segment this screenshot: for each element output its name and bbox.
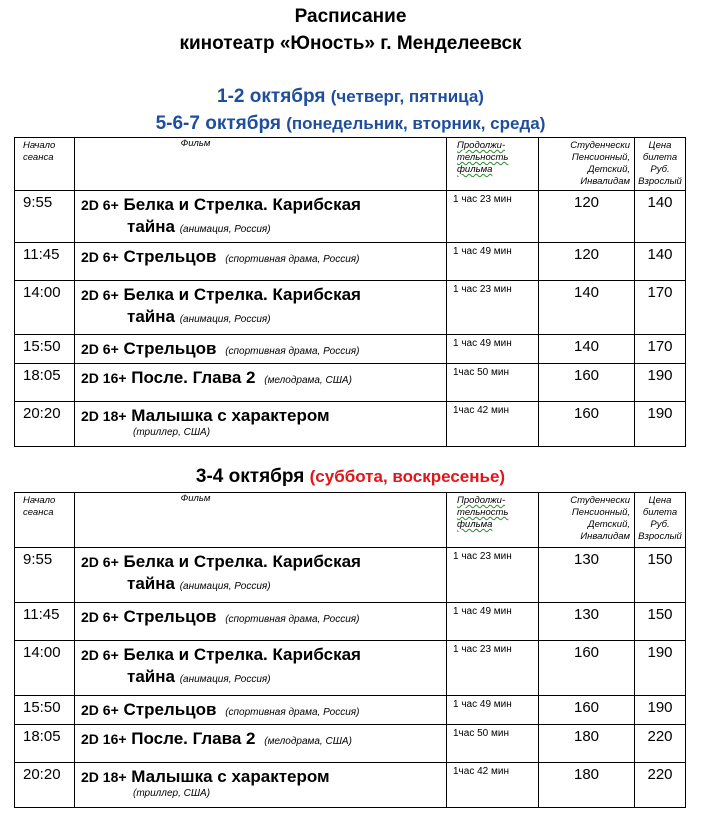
dates: 5-6-7 октября xyxy=(155,113,281,134)
film-duration: 1час 50 мин xyxy=(447,364,539,402)
film-duration: 1 час 49 мин xyxy=(447,335,539,364)
film-genre: (анимация, Россия) xyxy=(179,224,271,235)
film-duration: 1 час 23 мин xyxy=(447,641,539,696)
table-row xyxy=(15,191,686,243)
schedule-title: Расписание xyxy=(294,6,407,27)
cinema-name: кинотеатр «Юность» г. Менделеевск xyxy=(179,33,522,54)
film-title: После. Глава 2 xyxy=(131,729,256,748)
adult-price: 150 xyxy=(635,548,686,603)
film-title-cont: тайна xyxy=(127,307,175,326)
discount-price: 140 xyxy=(539,335,635,364)
film-title: Стрельцов xyxy=(123,700,217,719)
header-line: Пенсионный, xyxy=(571,152,630,163)
header-line: тельность xyxy=(457,152,509,163)
film-title: После. Глава 2 xyxy=(131,368,256,387)
discount-price: 160 xyxy=(539,696,635,725)
session-time: 11:45 xyxy=(15,243,75,281)
section1-dates-line1 xyxy=(0,86,701,108)
film-genre: (мелодрама, США) xyxy=(264,736,352,747)
schedule-table-weekdays xyxy=(14,137,686,447)
film-duration: 1час 42 мин xyxy=(447,763,539,808)
adult-price: 140 xyxy=(635,243,686,281)
film-cell xyxy=(75,243,447,281)
dates: 3-4 октября xyxy=(195,466,305,487)
film-cell xyxy=(75,696,447,725)
header-line: Продолжи- xyxy=(457,495,506,506)
discount-price: 160 xyxy=(539,641,635,696)
header-duration xyxy=(447,493,539,548)
film-cell xyxy=(75,191,447,243)
film-genre: (триллер, США) xyxy=(133,427,211,438)
film-duration: 1 час 49 мин xyxy=(447,603,539,641)
adult-price: 190 xyxy=(635,696,686,725)
discount-price: 130 xyxy=(539,548,635,603)
session-time: 15:50 xyxy=(15,335,75,364)
section2-dates xyxy=(0,466,701,488)
film-cell xyxy=(75,548,447,603)
header-line: Студенчески xyxy=(570,140,630,151)
adult-price: 220 xyxy=(635,763,686,808)
adult-price: 140 xyxy=(635,191,686,243)
adult-price: 190 xyxy=(635,364,686,402)
film-genre: (анимация, Россия) xyxy=(179,674,271,685)
film-format: 2D 6+ xyxy=(81,609,119,625)
header-line: Фильм xyxy=(180,138,211,149)
discount-price: 180 xyxy=(539,763,635,808)
table-row xyxy=(15,603,686,641)
table-row xyxy=(15,641,686,696)
discount-price: 130 xyxy=(539,603,635,641)
header-line: Детский, xyxy=(587,519,630,530)
session-time: 14:00 xyxy=(15,641,75,696)
session-time: 18:05 xyxy=(15,725,75,763)
film-cell xyxy=(75,402,447,447)
film-genre: (спортивная драма, Россия) xyxy=(225,254,360,265)
film-title-cont: тайна xyxy=(127,667,175,686)
header-line: Детский, xyxy=(587,164,630,175)
film-title: Малышка с характером xyxy=(131,767,330,786)
film-duration: 1час 42 мин xyxy=(447,402,539,447)
film-cell xyxy=(75,641,447,696)
adult-price: 190 xyxy=(635,641,686,696)
session-time: 18:05 xyxy=(15,364,75,402)
table-row xyxy=(15,548,686,603)
film-title: Стрельцов xyxy=(123,247,217,266)
weekdays: (суббота, воскресенье) xyxy=(309,467,506,486)
film-title-cont: тайна xyxy=(127,217,175,236)
header-adult-price xyxy=(635,138,686,191)
header-adult-price xyxy=(635,493,686,548)
film-cell xyxy=(75,281,447,335)
header-row xyxy=(15,493,686,548)
film-duration: 1 час 23 мин xyxy=(447,548,539,603)
film-title: Стрельцов xyxy=(123,339,217,358)
film-title: Белка и Стрелка. Карибская xyxy=(123,285,361,304)
header-line: тельность xyxy=(457,507,509,518)
film-format: 2D 16+ xyxy=(81,370,127,386)
header-line: сеанса xyxy=(23,152,54,163)
film-genre: (спортивная драма, Россия) xyxy=(225,614,360,625)
film-format: 2D 6+ xyxy=(81,341,119,357)
header-line: Взрослый xyxy=(638,531,682,542)
adult-price: 170 xyxy=(635,281,686,335)
film-genre: (анимация, Россия) xyxy=(179,314,271,325)
header-line: фильма xyxy=(457,164,493,175)
session-time: 20:20 xyxy=(15,763,75,808)
film-cell xyxy=(75,364,447,402)
discount-price: 120 xyxy=(539,243,635,281)
header-line: билета xyxy=(642,507,678,518)
dates: 1-2 октября xyxy=(217,86,326,107)
adult-price: 150 xyxy=(635,603,686,641)
header-line: билета xyxy=(642,152,678,163)
film-format: 2D 18+ xyxy=(81,769,127,785)
adult-price: 170 xyxy=(635,335,686,364)
weekdays: (четверг, пятница) xyxy=(330,87,484,106)
header-row xyxy=(15,138,686,191)
film-genre: (триллер, США) xyxy=(133,788,211,799)
film-duration: 1 час 49 мин xyxy=(447,696,539,725)
adult-price: 190 xyxy=(635,402,686,447)
discount-price: 120 xyxy=(539,191,635,243)
session-time: 11:45 xyxy=(15,603,75,641)
discount-price: 160 xyxy=(539,402,635,447)
film-format: 2D 18+ xyxy=(81,408,127,424)
discount-price: 180 xyxy=(539,725,635,763)
weekdays: (понедельник, вторник, среда) xyxy=(286,114,546,133)
header-line: Руб. xyxy=(650,519,670,530)
header-line: Инвалидам xyxy=(580,531,630,542)
header-film xyxy=(75,138,447,191)
table-row xyxy=(15,725,686,763)
film-title: Малышка с характером xyxy=(131,406,330,425)
film-format: 2D 16+ xyxy=(81,731,127,747)
header-line: Продолжи- xyxy=(457,140,506,151)
header-line: Пенсионный, xyxy=(571,507,630,518)
film-title: Белка и Стрелка. Карибская xyxy=(123,195,361,214)
film-format: 2D 6+ xyxy=(81,647,119,663)
film-format: 2D 6+ xyxy=(81,702,119,718)
film-cell xyxy=(75,335,447,364)
header-line: Цена xyxy=(648,140,672,151)
header-line: Инвалидам xyxy=(580,176,630,187)
header-discount-price xyxy=(539,493,635,548)
film-cell xyxy=(75,725,447,763)
header-start xyxy=(15,493,75,548)
film-duration: 1час 50 мин xyxy=(447,725,539,763)
header-discount-price xyxy=(539,138,635,191)
header-line: Начало xyxy=(23,140,56,151)
header-line: Руб. xyxy=(650,164,670,175)
film-title: Белка и Стрелка. Карибская xyxy=(123,552,361,571)
film-format: 2D 6+ xyxy=(81,287,119,303)
table-row xyxy=(15,402,686,447)
discount-price: 140 xyxy=(539,281,635,335)
film-title: Стрельцов xyxy=(123,607,217,626)
session-time: 9:55 xyxy=(15,548,75,603)
header-line: Фильм xyxy=(180,493,211,504)
header-film xyxy=(75,493,447,548)
header-line: Взрослый xyxy=(638,176,682,187)
film-genre: (спортивная драма, Россия) xyxy=(225,346,360,357)
table-row xyxy=(15,364,686,402)
session-time: 15:50 xyxy=(15,696,75,725)
header-line: Начало xyxy=(23,495,56,506)
session-time: 20:20 xyxy=(15,402,75,447)
header-line: Студенчески xyxy=(570,495,630,506)
header-duration xyxy=(447,138,539,191)
film-genre: (анимация, Россия) xyxy=(179,581,271,592)
header-line: Цена xyxy=(648,495,672,506)
film-title: Белка и Стрелка. Карибская xyxy=(123,645,361,664)
film-duration: 1 час 23 мин xyxy=(447,281,539,335)
film-title-cont: тайна xyxy=(127,574,175,593)
table-row xyxy=(15,335,686,364)
table-row xyxy=(15,243,686,281)
film-duration: 1 час 49 мин xyxy=(447,243,539,281)
film-duration: 1 час 23 мин xyxy=(447,191,539,243)
film-cell xyxy=(75,603,447,641)
film-genre: (мелодрама, США) xyxy=(264,375,352,386)
table-row xyxy=(15,281,686,335)
section1-dates-line2 xyxy=(0,113,701,135)
schedule-table-weekend xyxy=(14,492,686,808)
session-time: 14:00 xyxy=(15,281,75,335)
film-format: 2D 6+ xyxy=(81,197,119,213)
discount-price: 160 xyxy=(539,364,635,402)
film-format: 2D 6+ xyxy=(81,554,119,570)
table-row xyxy=(15,763,686,808)
adult-price: 220 xyxy=(635,725,686,763)
film-genre: (спортивная драма, Россия) xyxy=(225,707,360,718)
header-line: сеанса xyxy=(23,507,54,518)
header-line: фильма xyxy=(457,519,493,530)
header-start xyxy=(15,138,75,191)
session-time: 9:55 xyxy=(15,191,75,243)
table-row xyxy=(15,696,686,725)
film-format: 2D 6+ xyxy=(81,249,119,265)
film-cell xyxy=(75,763,447,808)
